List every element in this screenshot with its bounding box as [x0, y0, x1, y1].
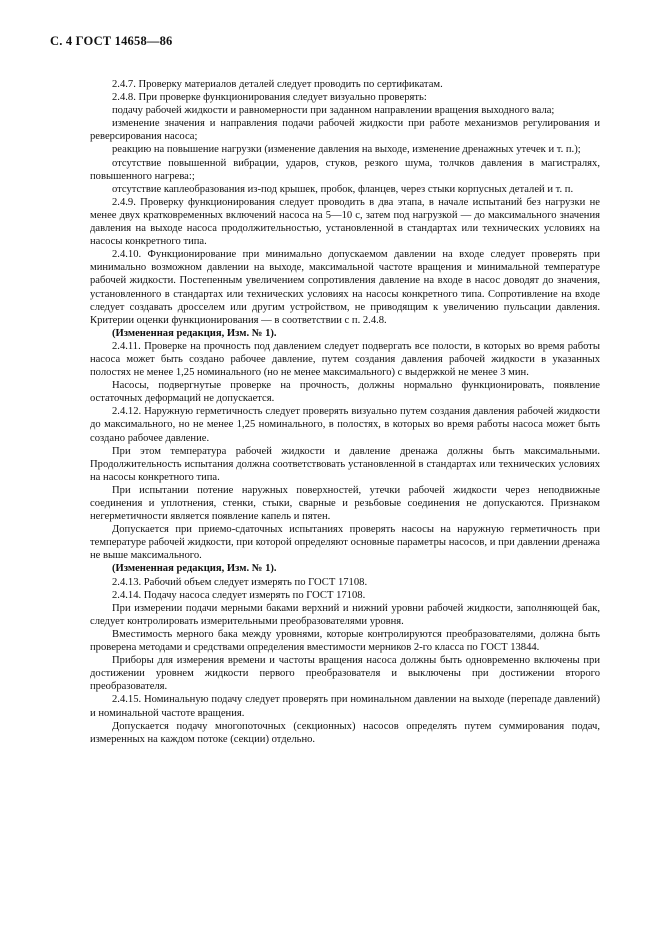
paragraph: реакцию на повышение нагрузки (изменение давления на выходе, изменение дренажных утечек и т. п.);: [112, 144, 581, 156]
paragraph: Допускается подачу многопоточных (секционных) насосов определять путем суммирования подач, измеренных на каждом потоке (секции) отдельно.: [90, 720, 600, 745]
paragraph: Приборы для измерения времени и частоты вращения насоса должны быть одновременно включены при достижении уровнем жидкости первого преобразователя и выключены при достижении второго преобразователя.: [90, 655, 600, 693]
document-body: [90, 78, 600, 746]
paragraph: отсутствие повышенной вибрации, ударов, стуков, резкого шума, толчков давления в магистралях, повышенного нагрева:;: [90, 157, 600, 182]
paragraph: отсутствие каплеобразования из-под крышек, пробок, фланцев, через стыки корпусных деталей и т. п.: [112, 183, 574, 195]
page-header: С. 4 ГОСТ 14658—86: [50, 34, 173, 48]
paragraph: 2.4.8. При проверке функционирования следует визуально проверять:: [112, 92, 427, 104]
paragraph: При измерении подачи мерными баками верхний и нижний уровни рабочей жидкости, заполняющей бак, следует контролировать измерительными преобразователями уровня.: [90, 602, 600, 627]
paragraph: 2.4.14. Подачу насоса следует измерять по ГОСТ 17108.: [112, 589, 366, 601]
paragraph: 2.4.11. Проверке на прочность под давлением следует подвергать все полости, в которых во время работы насоса может быть создано рабочее давление, путем создания давления рабочей жидкости в указанных полостях не менее 1,25 номинального (но не менее максимального) с выдержкой не менее 3 мин.: [90, 340, 600, 379]
paragraph: 2.4.12. Наружную герметичность следует проверять визуально путем создания давления рабочей жидкости до максимального, но не менее 1,25 номинального, в полостях, в которых во время работы насоса может быть создано рабочее давление.: [90, 406, 600, 444]
paragraph: изменение значения и направления подачи рабочей жидкости при работе механизмов регулирования и реверсирования насоса;: [90, 118, 600, 143]
paragraph: 2.4.9. Проверку функционирования следует проводить в два этапа, в начале испытаний без нагрузки не менее двух кратковременных включений насоса на 5—10 с, затем под нагрузкой — до максимального значения давления на выходе насоса продолжительностью, установленной в стандартах или технических условиях на насосы конкретного типа.: [90, 196, 600, 248]
paragraph: При испытании потение наружных поверхностей, утечки рабочей жидкости через неподвижные соединения и уплотнения, стенки, стыки, сварные и резьбовые соединения не допускаются. Признаком негерметичности является появление капель и пятен.: [90, 484, 600, 523]
paragraph: Насосы, подвергнутые проверке на прочность, должны нормально функционировать, появление остаточных деформаций не допускается.: [90, 380, 600, 405]
paragraph: 2.4.10. Функционирование при минимально допускаемом давлении на входе следует проверять при минимально возможном давлении на выходе, максимальной частоте вращения и минимальной температуре рабочей жидкости. Постепенным увеличением сопротивления давление на входе в насос доводят до значения, установленного в стандартах или технических условиях на насосы конкретного типа. Сопротивление на входе следует создавать дросселем или другим устройством, не приводящим к увеличению пульсации давления. Критерии оценки функционирования — в соответствии с п. 2.4.8.: [90, 249, 600, 326]
paragraph: Допускается при приемо-сдаточных испытаниях проверять насосы на наружную герметичность при температуре рабочей жидкости, при которой определяют основные параметры насосов, и при давлении дренажа не выше максимального.: [90, 524, 600, 562]
paragraph: Вместимость мерного бака между уровнями, которые контролируются преобразователями, должна быть проверена методами и средствами определения вместимости мерников 2-го класса по ГОСТ 13844.: [90, 628, 600, 654]
paragraph: подачу рабочей жидкости и равномерности при заданном направлении вращения выходного вала;: [112, 105, 555, 117]
paragraph: 2.4.15. Номинальную подачу следует проверять при номинальном давлении на выходе (перепаде давлений) и номинальной частоте вращения.: [90, 694, 600, 719]
paragraph: При этом температура рабочей жидкости и давление дренажа должны быть максимальными. Продолжительность испытания должна соответствовать установленной в стандартах или технических условиях на насосы конкретного типа.: [90, 445, 600, 483]
paragraph: 2.4.7. Проверку материалов деталей следует проводить по сертификатам.: [112, 79, 443, 90]
paragraph: 2.4.13. Рабочий объем следует измерять по ГОСТ 17108.: [112, 576, 368, 588]
amendment-note: (Измененная редакция, Изм. № 1).: [112, 563, 277, 575]
amendment-note: (Измененная редакция, Изм. № 1).: [112, 327, 277, 339]
